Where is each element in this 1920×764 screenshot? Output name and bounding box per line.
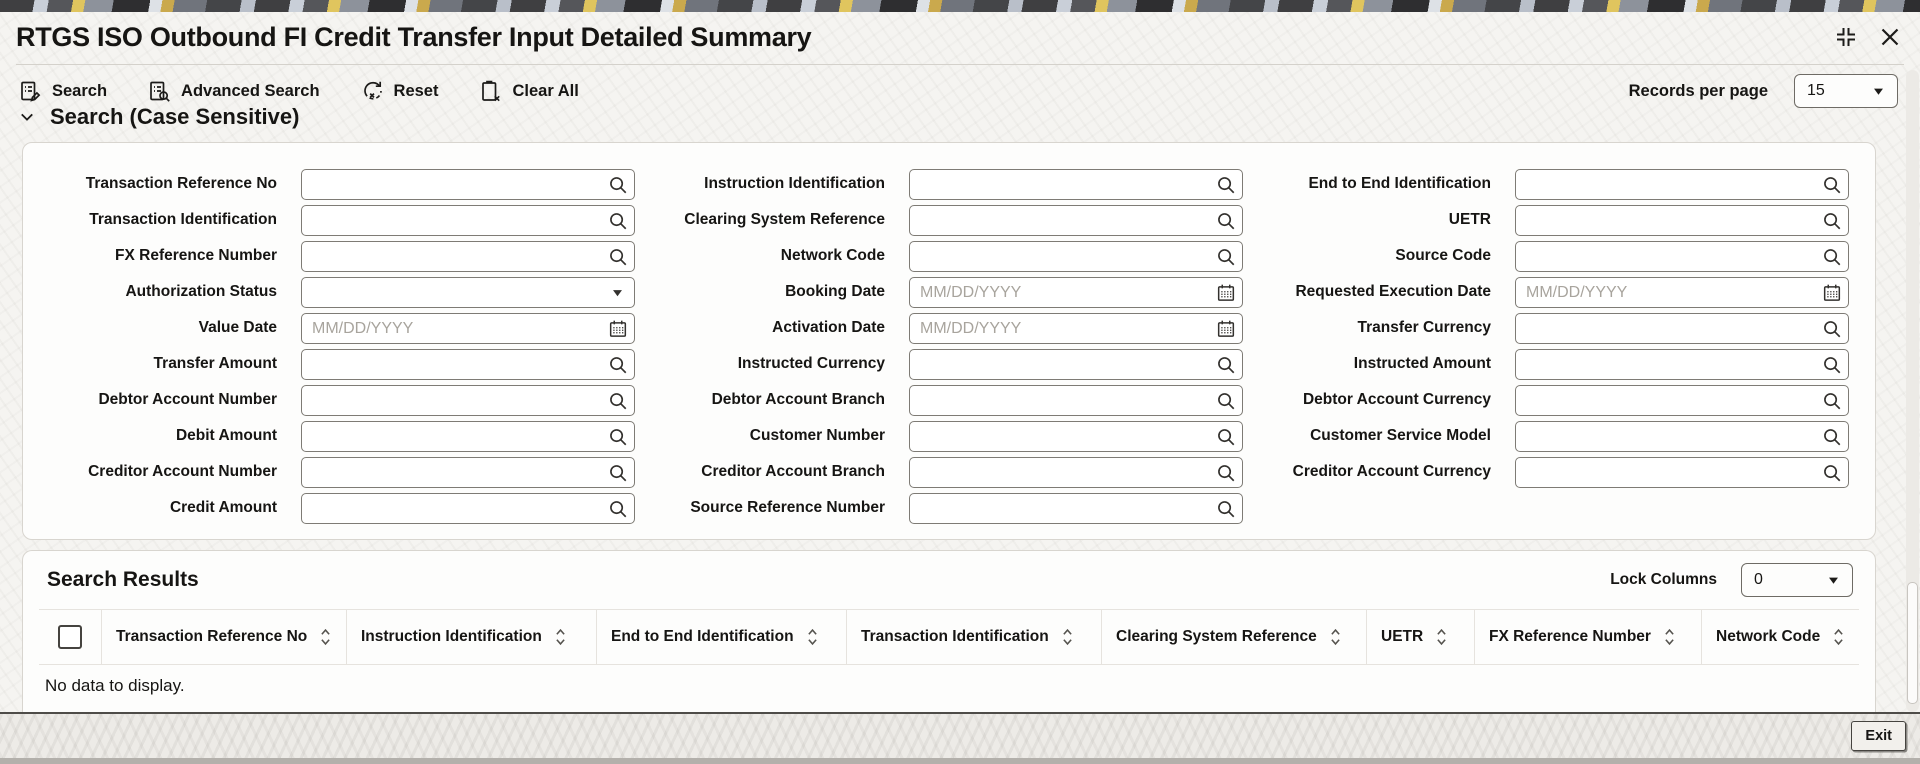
activation-date-field <box>909 313 1243 344</box>
authorization-status-select[interactable] <box>301 277 635 308</box>
page-title: RTGS ISO Outbound FI Credit Transfer Input Detailed Summary <box>16 21 812 52</box>
column-label: FX Reference Number <box>1489 628 1651 645</box>
search-icon[interactable] <box>608 175 628 195</box>
results-title: Search Results <box>47 568 199 591</box>
uetr-field <box>1515 205 1849 236</box>
search-icon[interactable] <box>1216 355 1236 375</box>
search-icon[interactable] <box>608 463 628 483</box>
column-header-instruction-identification[interactable] <box>346 610 596 664</box>
exit-button[interactable]: Exit <box>1851 721 1906 751</box>
sort-icon[interactable] <box>1330 627 1341 647</box>
customer-service-model-input[interactable] <box>1515 421 1849 452</box>
column-label: Network Code <box>1716 628 1821 645</box>
label-requested-execution-date: Requested Execution Date <box>1295 283 1491 301</box>
network-code-field <box>909 241 1243 272</box>
search-button-label: Search <box>52 81 108 100</box>
label-transfer-currency: Transfer Currency <box>1357 319 1491 337</box>
calendar-icon[interactable] <box>608 319 628 339</box>
sort-icon[interactable] <box>1833 627 1844 647</box>
booking-date-input[interactable] <box>909 277 1243 308</box>
search-icon[interactable] <box>608 247 628 267</box>
advanced-search-button-label: Advanced Search <box>181 81 320 100</box>
transaction-reference-no-field <box>301 169 635 200</box>
bottom-edge <box>0 758 1920 764</box>
customer-service-model-field <box>1515 421 1849 452</box>
title-bar <box>16 12 1902 62</box>
search-icon[interactable] <box>1822 355 1842 375</box>
search-section-title: Search (Case Sensitive) <box>50 104 300 129</box>
footer-bar <box>0 712 1920 758</box>
search-form-grid <box>47 169 1851 524</box>
label-authorization-status: Authorization Status <box>125 283 277 301</box>
search-icon[interactable] <box>1822 463 1842 483</box>
label-credit-amount: Credit Amount <box>169 499 277 517</box>
label-customer-number: Customer Number <box>749 427 885 445</box>
column-header-end-to-end-identification[interactable] <box>596 610 846 664</box>
label-debtor-account-number: Debtor Account Number <box>98 391 277 409</box>
fx-reference-number-input[interactable] <box>301 241 635 272</box>
lock-columns <box>1610 563 1853 597</box>
clear-all-button[interactable] <box>478 79 578 103</box>
label-transaction-reference-no: Transaction Reference No <box>85 175 277 193</box>
results-header <box>23 551 1875 597</box>
label-source-reference-number: Source Reference Number <box>690 499 885 517</box>
column-header-transaction-reference-no[interactable] <box>101 610 346 664</box>
label-booking-date: Booking Date <box>785 283 885 301</box>
transfer-currency-input[interactable] <box>1515 313 1849 344</box>
column-label: Instruction Identification <box>361 628 542 645</box>
restore-window-icon[interactable] <box>1834 25 1858 49</box>
empty-message: No data to display. <box>45 676 185 695</box>
customer-number-field <box>909 421 1243 452</box>
label-source-code: Source Code <box>1395 247 1491 265</box>
records-per-page-value: 15 <box>1807 82 1825 99</box>
sort-icon[interactable] <box>1664 627 1675 647</box>
column-header-uetr[interactable] <box>1366 610 1474 664</box>
column-label: Clearing System Reference <box>1116 628 1317 645</box>
transfer-amount-input[interactable] <box>301 349 635 380</box>
clearing-system-reference-field <box>909 205 1243 236</box>
search-icon[interactable] <box>1822 175 1842 195</box>
notes-pencil-icon <box>18 79 42 103</box>
source-code-input[interactable] <box>1515 241 1849 272</box>
label-instructed-amount: Instructed Amount <box>1353 355 1491 373</box>
sort-icon[interactable] <box>555 627 566 647</box>
clear-all-button-label: Clear All <box>512 81 579 100</box>
chevron-down-icon <box>1872 85 1885 98</box>
end-to-end-identification-input[interactable] <box>1515 169 1849 200</box>
transaction-identification-field <box>301 205 635 236</box>
column-header-clearing-system-reference[interactable] <box>1101 610 1366 664</box>
credit-amount-field <box>301 493 635 524</box>
creditor-account-number-input[interactable] <box>301 457 635 488</box>
debtor-account-number-input[interactable] <box>301 385 635 416</box>
transfer-amount-field <box>301 349 635 380</box>
activation-date-input[interactable] <box>909 313 1243 344</box>
records-per-page-select[interactable] <box>1794 74 1898 108</box>
records-per-page <box>1629 74 1898 108</box>
requested-execution-date-field <box>1515 277 1849 308</box>
search-icon[interactable] <box>608 355 628 375</box>
booking-date-field <box>909 277 1243 308</box>
column-label: Transaction Reference No <box>116 628 308 645</box>
instructed-currency-input[interactable] <box>909 349 1243 380</box>
column-label: Transaction Identification <box>861 628 1049 645</box>
search-form-panel <box>22 142 1876 540</box>
label-debit-amount: Debit Amount <box>175 427 277 445</box>
reset-button-label: Reset <box>393 81 439 100</box>
advanced-search-button[interactable] <box>147 79 319 103</box>
instruction-identification-input[interactable] <box>909 169 1243 200</box>
search-icon[interactable] <box>1216 463 1236 483</box>
value-date-input[interactable] <box>301 313 635 344</box>
clearing-system-reference-input[interactable] <box>909 205 1243 236</box>
label-customer-service-model: Customer Service Model <box>1310 427 1491 445</box>
debit-amount-input[interactable] <box>301 421 635 452</box>
toolbar <box>18 72 1898 110</box>
calendar-icon[interactable] <box>1822 283 1842 303</box>
sort-icon[interactable] <box>1436 627 1447 647</box>
search-icon[interactable] <box>608 499 628 519</box>
end-to-end-identification-field <box>1515 169 1849 200</box>
title-divider <box>16 64 1904 65</box>
label-creditor-account-number: Creditor Account Number <box>88 463 277 481</box>
reset-arrow-icon <box>360 79 384 103</box>
requested-execution-date-input[interactable] <box>1515 277 1849 308</box>
label-instruction-identification: Instruction Identification <box>704 175 885 193</box>
decorative-top-strip <box>0 0 1920 12</box>
debtor-account-branch-field <box>909 385 1243 416</box>
search-icon[interactable] <box>1216 427 1236 447</box>
results-table-header <box>39 609 1859 665</box>
source-code-field <box>1515 241 1849 272</box>
creditor-account-branch-input[interactable] <box>909 457 1243 488</box>
search-icon[interactable] <box>608 391 628 411</box>
transaction-identification-input[interactable] <box>301 205 635 236</box>
column-header-network-code[interactable] <box>1701 610 1859 664</box>
sort-icon[interactable] <box>1062 627 1073 647</box>
label-value-date: Value Date <box>198 319 277 337</box>
window-controls <box>1834 25 1902 49</box>
debtor-account-number-field <box>301 385 635 416</box>
transaction-reference-no-input[interactable] <box>301 169 635 200</box>
vertical-scrollbar[interactable] <box>1906 70 1919 712</box>
lock-columns-label: Lock Columns <box>1610 571 1717 588</box>
debit-amount-field <box>301 421 635 452</box>
notes-magnifier-icon <box>147 79 171 103</box>
label-clearing-system-reference: Clearing System Reference <box>684 211 885 229</box>
creditor-account-currency-field <box>1515 457 1849 488</box>
search-icon[interactable] <box>1822 211 1842 231</box>
label-network-code: Network Code <box>780 247 885 265</box>
label-creditor-account-branch: Creditor Account Branch <box>701 463 885 481</box>
select-all-checkbox[interactable] <box>58 625 82 649</box>
instructed-amount-input[interactable] <box>1515 349 1849 380</box>
source-reference-number-field <box>909 493 1243 524</box>
fx-reference-number-field <box>301 241 635 272</box>
creditor-account-branch-field <box>909 457 1243 488</box>
label-transaction-identification: Transaction Identification <box>89 211 277 229</box>
search-icon[interactable] <box>1216 391 1236 411</box>
close-icon[interactable] <box>1878 25 1902 49</box>
debtor-account-currency-field <box>1515 385 1849 416</box>
chevron-down-icon[interactable] <box>18 108 36 126</box>
source-reference-number-input[interactable] <box>909 493 1243 524</box>
sort-icon[interactable] <box>807 627 818 647</box>
column-label: UETR <box>1381 628 1424 645</box>
customer-number-input[interactable] <box>909 421 1243 452</box>
value-date-field <box>301 313 635 344</box>
debtor-account-branch-input[interactable] <box>909 385 1243 416</box>
search-icon[interactable] <box>608 211 628 231</box>
column-header-fx-reference-number[interactable] <box>1474 610 1701 664</box>
label-fx-reference-number: FX Reference Number <box>115 247 277 265</box>
scrollbar-thumb[interactable] <box>1907 582 1918 704</box>
label-debtor-account-currency: Debtor Account Currency <box>1302 391 1491 409</box>
reset-button[interactable] <box>360 79 439 103</box>
lock-columns-value: 0 <box>1754 571 1763 588</box>
instructed-amount-field <box>1515 349 1849 380</box>
label-creditor-account-currency: Creditor Account Currency <box>1292 463 1491 481</box>
search-results-panel <box>22 550 1876 712</box>
calendar-icon[interactable] <box>1216 319 1236 339</box>
records-per-page-label: Records per page <box>1628 81 1768 100</box>
search-icon[interactable] <box>1216 499 1236 519</box>
select-all-cell[interactable] <box>39 610 101 664</box>
transfer-currency-field <box>1515 313 1849 344</box>
creditor-account-number-field <box>301 457 635 488</box>
search-icon[interactable] <box>1216 247 1236 267</box>
label-end-to-end-identification: End to End Identification <box>1308 175 1491 193</box>
chevron-down-icon <box>1827 574 1840 587</box>
column-label: End to End Identification <box>611 628 794 645</box>
label-activation-date: Activation Date <box>772 319 885 337</box>
network-code-input[interactable] <box>909 241 1243 272</box>
clipboard-clear-icon <box>478 79 502 103</box>
creditor-account-currency-input[interactable] <box>1515 457 1849 488</box>
search-button[interactable] <box>18 79 107 103</box>
search-icon[interactable] <box>1822 247 1842 267</box>
search-icon[interactable] <box>608 427 628 447</box>
label-debtor-account-branch: Debtor Account Branch <box>711 391 885 409</box>
search-icon[interactable] <box>1822 391 1842 411</box>
lock-columns-select[interactable] <box>1741 563 1853 597</box>
instructed-currency-field <box>909 349 1243 380</box>
calendar-icon[interactable] <box>1216 283 1236 303</box>
search-section-header[interactable] <box>18 104 299 130</box>
uetr-input[interactable] <box>1515 205 1849 236</box>
instruction-identification-field <box>909 169 1243 200</box>
search-icon[interactable] <box>1216 175 1236 195</box>
label-instructed-currency: Instructed Currency <box>737 355 885 373</box>
authorization-status-input[interactable] <box>301 277 635 308</box>
search-icon[interactable] <box>1822 319 1842 339</box>
column-header-transaction-identification[interactable] <box>846 610 1101 664</box>
search-icon[interactable] <box>1822 427 1842 447</box>
label-transfer-amount: Transfer Amount <box>153 355 277 373</box>
debtor-account-currency-input[interactable] <box>1515 385 1849 416</box>
sort-icon[interactable] <box>320 627 331 647</box>
label-uetr: UETR <box>1448 211 1491 229</box>
search-icon[interactable] <box>1216 211 1236 231</box>
chevron-down-icon <box>611 286 624 299</box>
credit-amount-input[interactable] <box>301 493 635 524</box>
